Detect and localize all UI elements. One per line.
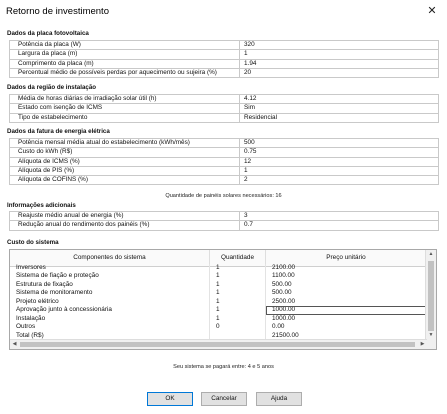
cell-quantidade: 1 xyxy=(210,264,266,272)
field-value[interactable] xyxy=(240,221,438,229)
field-label: Média de horas diárias de irradiação solar útil (h) xyxy=(10,95,240,103)
title-bar xyxy=(0,0,447,22)
cell-preco: 2500.00 xyxy=(266,298,427,306)
field-row xyxy=(10,167,438,176)
field-label: Comprimento da placa (m) xyxy=(10,60,240,68)
cell-preco: 2100.00 xyxy=(266,264,427,272)
table-row[interactable] xyxy=(10,264,427,272)
field-value[interactable] xyxy=(240,95,438,103)
section-header-custo: Custo do sistema xyxy=(7,239,59,246)
field-label: Percentual médio de possíveis perdas por aquecimento ou sujeira (%) xyxy=(10,69,240,77)
section-header-placa: Dados da placa fotovoltaica xyxy=(7,30,89,37)
field-label: Reajuste médio anual de energia (%) xyxy=(10,212,240,220)
cell-preco-editing[interactable]: 1000.00 xyxy=(266,306,427,314)
field-value[interactable] xyxy=(240,167,438,175)
field-row xyxy=(10,69,438,78)
cell-componente: Inversores xyxy=(10,264,210,272)
section-header-fatura: Dados da fatura de energia elétrica xyxy=(7,128,110,135)
cell-componente: Aprovação junto à concessionária xyxy=(10,306,210,314)
ok-button[interactable]: OK xyxy=(147,392,193,406)
cell-quantidade: 1 xyxy=(210,306,266,314)
field-label: Custo do kWh (R$) xyxy=(10,148,240,156)
field-value[interactable] xyxy=(240,176,438,184)
field-value[interactable] xyxy=(240,158,438,166)
field-label: Tipo de estabelecimento xyxy=(10,114,240,122)
grid-regiao xyxy=(9,94,439,123)
field-value[interactable] xyxy=(240,212,438,220)
field-row xyxy=(10,139,438,148)
cell-preco: 1100.00 xyxy=(266,272,427,280)
table-row[interactable] xyxy=(10,315,427,323)
horizontal-scrollbar[interactable] xyxy=(10,339,427,349)
cell-quantidade: 1 xyxy=(210,298,266,306)
field-value[interactable] xyxy=(240,104,438,112)
field-row xyxy=(10,60,438,69)
table-row[interactable] xyxy=(10,289,427,297)
column-header[interactable]: Preço unitário xyxy=(266,250,427,266)
cell-quantidade: 1 xyxy=(210,272,266,280)
comprimento-placa-input[interactable] xyxy=(244,60,438,69)
field-value[interactable] xyxy=(240,60,438,68)
field-row xyxy=(10,104,438,113)
table-row[interactable] xyxy=(10,306,427,314)
cell-componente: Total (R$) xyxy=(10,332,210,340)
quantidade-paineis-note: Quantidade de painéis solares necessários: 16 xyxy=(165,193,282,199)
field-row xyxy=(10,158,438,167)
cell-componente: Instalação xyxy=(10,315,210,323)
scroll-left-icon[interactable]: ◀ xyxy=(12,341,17,347)
field-label: Potência da placa (W) xyxy=(10,41,240,49)
field-row xyxy=(10,41,438,50)
perdas-input[interactable] xyxy=(244,69,438,78)
payback-note: Seu sistema se pagará entre: 4 e 5 anos xyxy=(173,364,274,370)
aliquota-pis-input[interactable] xyxy=(244,167,438,176)
largura-placa-input[interactable] xyxy=(244,50,438,59)
grid-adicionais xyxy=(9,211,439,231)
field-value[interactable] xyxy=(240,69,438,77)
cell-componente: Projeto elétrico xyxy=(10,298,210,306)
field-value[interactable] xyxy=(240,114,438,122)
cell-preco: 500.00 xyxy=(266,289,427,297)
column-header[interactable]: Quantidade xyxy=(210,250,266,266)
scroll-up-icon[interactable]: ▲ xyxy=(428,251,434,257)
grid-fatura xyxy=(9,138,439,185)
field-row xyxy=(10,212,438,221)
section-header-regiao: Dados da região de instalação xyxy=(7,84,97,91)
reajuste-energia-input[interactable] xyxy=(244,212,438,221)
scroll-down-icon[interactable]: ▼ xyxy=(428,332,434,338)
field-row xyxy=(10,50,438,59)
field-row xyxy=(10,176,438,185)
scrollbar-thumb[interactable] xyxy=(20,342,415,347)
field-label: Largura da placa (m) xyxy=(10,50,240,58)
field-label: Redução anual do rendimento dos painéis (%) xyxy=(10,221,240,229)
cell-quantidade: 1 xyxy=(210,315,266,323)
aliquota-cofins-input[interactable] xyxy=(244,176,438,185)
table-body xyxy=(10,266,427,340)
aliquota-icms-input[interactable] xyxy=(244,158,438,167)
section-header-adicionais: Informações adicionais xyxy=(7,202,76,209)
table-row[interactable] xyxy=(10,323,427,331)
reducao-rendimento-input[interactable] xyxy=(244,221,438,230)
field-value[interactable] xyxy=(240,50,438,58)
field-label: Alíquota de COFINS (%) xyxy=(10,176,240,184)
grid-placa xyxy=(9,40,439,78)
isencao-icms-input[interactable] xyxy=(244,104,438,113)
help-button[interactable]: Ajuda xyxy=(256,392,302,406)
cell-preco: 1000.00 xyxy=(266,315,427,323)
tipo-estabelecimento-input[interactable] xyxy=(244,114,438,123)
cancel-button[interactable]: Cancelar xyxy=(201,392,247,406)
cell-componente: Sistema de monitoramento xyxy=(10,289,210,297)
field-row xyxy=(10,95,438,104)
field-row xyxy=(10,221,438,230)
window-title: Retorno de investimento xyxy=(6,6,109,17)
field-value[interactable] xyxy=(240,148,438,156)
vertical-scrollbar[interactable] xyxy=(425,250,436,349)
column-header[interactable]: Componentes do sistema xyxy=(10,250,210,266)
cell-quantidade: 1 xyxy=(210,281,266,289)
horas-irradiacao-input[interactable] xyxy=(244,95,438,104)
potencia-mensal-input[interactable] xyxy=(244,139,438,148)
table-row[interactable] xyxy=(10,281,427,289)
field-label: Alíquota de PIS (%) xyxy=(10,167,240,175)
cell-componente: Sistema de fiação e proteção xyxy=(10,272,210,280)
field-row xyxy=(10,148,438,157)
cell-quantidade: 0 xyxy=(210,323,266,331)
cell-preco: 0.00 xyxy=(266,323,427,331)
scrollbar-thumb[interactable] xyxy=(428,261,434,331)
custo-kwh-input[interactable] xyxy=(244,148,438,157)
cell-componente: Estrutura de fixação xyxy=(10,281,210,289)
scroll-right-icon[interactable]: ▶ xyxy=(420,341,425,347)
table-row[interactable] xyxy=(10,298,427,306)
field-label: Estado com isenção de ICMS xyxy=(10,104,240,112)
cell-componente: Outros xyxy=(10,323,210,331)
field-label: Alíquota de ICMS (%) xyxy=(10,158,240,166)
cell-preco: 500.00 xyxy=(266,281,427,289)
field-value[interactable] xyxy=(240,41,438,49)
field-label: Potência mensal média atual do estabelecimento (kWh/mês) xyxy=(10,139,240,147)
close-icon[interactable]: ✕ xyxy=(427,5,437,17)
cell-preco: 21500.00 xyxy=(266,332,427,340)
cell-quantidade: 1 xyxy=(210,289,266,297)
field-value[interactable] xyxy=(240,139,438,147)
table-row[interactable] xyxy=(10,272,427,280)
potencia-placa-input[interactable] xyxy=(244,41,438,50)
custo-table xyxy=(9,249,437,350)
field-row xyxy=(10,114,438,123)
